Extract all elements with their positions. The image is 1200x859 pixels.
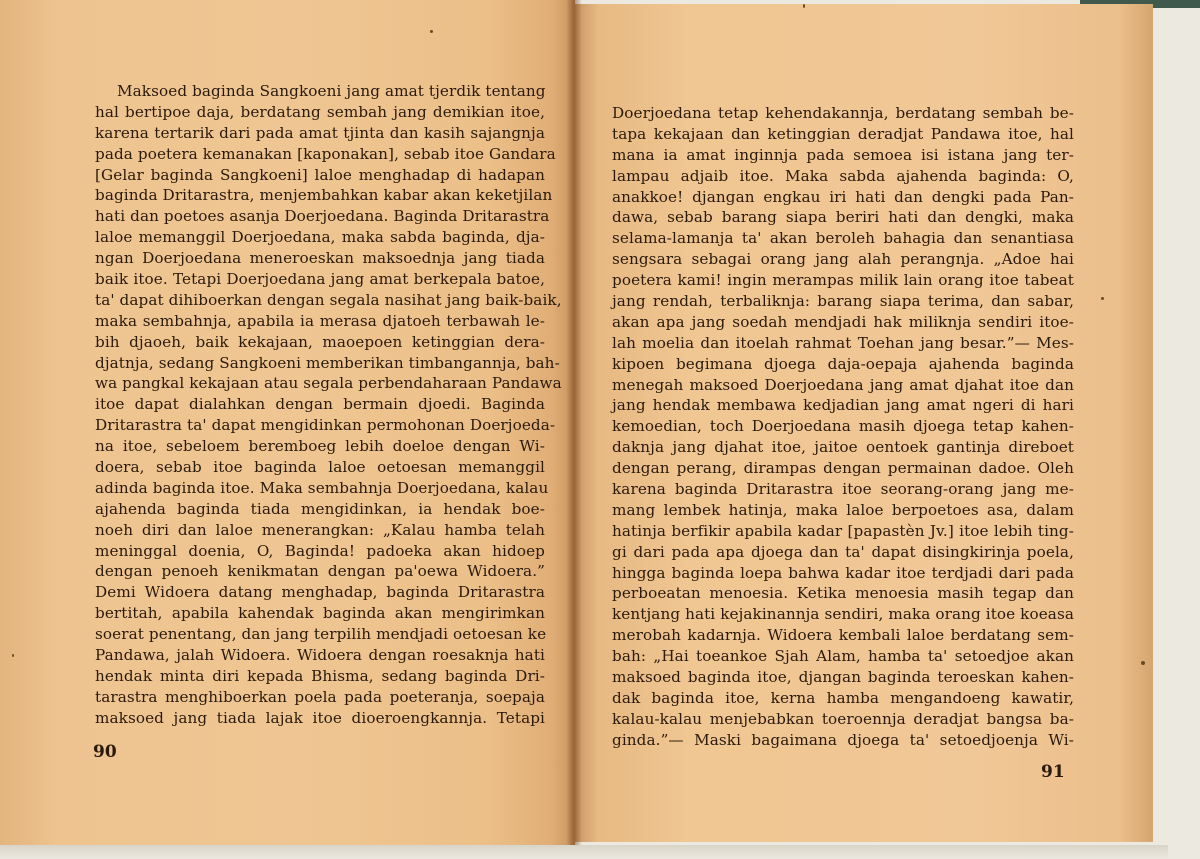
paper-speck [12, 654, 14, 657]
text-line: tapa kekajaan dan ketinggian deradjat Pandawa itoe, hal [612, 124, 1074, 143]
text-line: baik itoe. Tetapi Doerjoedana jang amat berkepala batoe, [95, 270, 545, 289]
text-line: kalau-kalau menjebabkan toeroennja deradjat bangsa ba- [612, 709, 1074, 728]
text-line: Doerjoedana tetap kehendakannja, berdatang sembah be- [612, 104, 1074, 122]
text-line: bih djaoeh, baik kekajaan, maoepoen ketinggian dera- [95, 332, 545, 351]
text-line: lampau adjaib itoe. Maka sabda ajahenda baginda: O, [612, 166, 1074, 185]
paper-speck [430, 30, 433, 33]
text-line: kipoen begimana djoega daja-oepaja ajahenda baginda [612, 354, 1074, 373]
text-line: meninggal doenia, O, Baginda! padoeka akan hidoep [95, 541, 545, 560]
text-line: mang lembek hatinja, maka laloe berpoetoes asa, dalam [612, 500, 1074, 519]
text-line: hal bertipoe daja, berdatang sembah jang demikian itoe, [95, 102, 545, 121]
book-gutter [566, 0, 582, 848]
text-line: karena tertarik dari pada amat tjinta dan kasih sajangnja [95, 123, 545, 142]
right-page-text [612, 103, 1074, 751]
text-line: daknja jang djahat itoe, jaitoe oentoek gantinja direboet [612, 438, 1074, 457]
text-line: anakkoe! djangan engkau iri hati dan dengki pada Pan- [612, 187, 1074, 206]
text-line: laloe memanggil Doerjoedana, maka sabda baginda, dja- [95, 228, 545, 247]
page-bottom-shadow [0, 845, 1168, 859]
text-line: jang rendah, terbaliknja: barang siapa terima, dan sabar, [612, 292, 1074, 311]
text-line: [Gelar baginda Sangkoeni] laloe menghadap di hadapan [95, 165, 545, 184]
text-line: dengan perang, dirampas dengan permainan dadoe. Oleh [612, 459, 1074, 478]
text-line: bertitah, apabila kahendak baginda akan mengirimkan [95, 604, 545, 623]
text-line: Pandawa, jalah Widoera. Widoera dengan roesaknja hati [95, 646, 545, 665]
text-line: kemoedian, toch Doerjoedana masih djoega tetap kahen- [612, 417, 1074, 436]
text-line: selama-lamanja ta' akan beroleh bahagia dan senantiasa [612, 229, 1074, 248]
text-line: maka sembahnja, apabila ia merasa djatoeh terbawah le- [95, 311, 545, 330]
text-line: doera, sebab itoe baginda laloe oetoesan memanggil [95, 458, 545, 477]
text-line: ginda.”— Maski bagaimana djoega ta' setoedjoenja Wi- [612, 730, 1074, 749]
text-line: kentjang hati kejakinannja sendiri, maka orang itoe koeasa [612, 605, 1075, 624]
paper-speck [1141, 661, 1145, 665]
right-page-number: 91 [1041, 762, 1065, 782]
left-page-number: 90 [93, 742, 117, 762]
text-line: Maksoed baginda Sangkoeni jang amat tjerdik tentang [117, 82, 546, 100]
text-line: pada poetera kemanakan [kaponakan], sebab itoe Gandara [95, 144, 556, 163]
left-page [0, 0, 575, 845]
text-line: tarastra menghiboerkan poela pada poeteranja, soepaja [95, 687, 545, 706]
left-page-text [95, 81, 562, 729]
text-line: ta' dapat dihiboerkan dengan segala nasihat jang baik-baik, [95, 290, 562, 309]
text-line: itoe dapat dialahkan dengan bermain djoedi. Baginda [95, 395, 545, 414]
text-line: merobah kadarnja. Widoera kembali laloe berdatang sem- [612, 626, 1074, 645]
text-line: dak baginda itoe, kerna hamba mengandoeng kawatir, [612, 688, 1074, 707]
text-line: bah: „Hai toeankoe Sjah Alam, hamba ta' setoedjoe akan [612, 647, 1074, 666]
text-line: gi dari pada apa djoega dan ta' dapat disingkirinja poela, [612, 542, 1074, 561]
text-line: mana ia amat inginnja pada semoea isi istana jang ter- [612, 145, 1074, 164]
text-line: noeh diri dan laloe menerangkan: „Kalau hamba telah [95, 520, 545, 539]
text-line: soerat penentang, dan jang terpilih mendjadi oetoesan ke [95, 625, 547, 644]
text-line: ngan Doerjoedana meneroeskan maksoednja jang tiada [95, 249, 545, 268]
text-line: hingga baginda loepa bahwa kadar itoe terdjadi dari pada [612, 563, 1074, 582]
text-line: djatnja, sedang Sangkoeni memberikan timbangannja, bah- [95, 353, 560, 372]
text-line: adinda baginda itoe. Maka sembahnja Doerjoedana, kalau [95, 478, 549, 497]
text-line: menegah maksoed Doerjoedana jang amat djahat itoe dan [612, 375, 1074, 394]
text-line: lah moelia dan itoelah rahmat Toehan jang besar.”— Mes- [612, 333, 1074, 352]
paper-speck [1101, 297, 1104, 300]
text-line: maksoed jang tiada lajak itoe dioeroengkannja. Tetapi [95, 708, 545, 727]
text-line: wa pangkal kekajaan atau segala perbendaharaan Pandawa [95, 374, 562, 393]
text-line: hendak minta diri kepada Bhisma, sedang baginda Dri- [95, 666, 545, 685]
text-line: ajahenda baginda tiada mengidinkan, ia hendak boe- [95, 499, 545, 518]
text-line: poetera kami! ingin merampas milik lain orang itoe tabeat [612, 271, 1074, 290]
text-line: sengsara sebagai orang jang alah perangnja. „Adoe hai [612, 250, 1074, 269]
text-line: na itoe, sebeloem beremboeg lebih doeloe dengan Wi- [95, 437, 545, 456]
text-line: Demi Widoera datang menghadap, baginda Dritarastra [95, 583, 545, 602]
text-line: karena baginda Dritarastra itoe seorang-orang jang me- [612, 480, 1074, 499]
text-line: hati dan poetoes asanja Doerjoedana. Baginda Dritarastra [95, 207, 550, 226]
text-line: dengan penoeh kenikmatan dengan pa'oewa Widoera.” [95, 562, 545, 581]
text-line: Dritarastra ta' dapat mengidinkan permohonan Doerjoeda- [95, 416, 556, 435]
text-line: baginda Dritarastra, menjembahkan kabar akan keketjilan [95, 186, 553, 205]
text-line: maksoed baginda itoe, djangan baginda teroeskan kahen- [612, 668, 1074, 687]
text-line: hatinja berfikir apabila kadar [papastèn Jv.] itoe lebih ting- [612, 521, 1074, 540]
text-line: perboeatan menoesia. Ketika menoesia masih tegap dan [612, 584, 1074, 603]
text-line: dawa, sebab barang siapa beriri hati dan dengki, maka [612, 208, 1074, 227]
text-line: jang hendak membawa kedjadian jang amat ngeri di hari [612, 396, 1074, 415]
paper-speck [803, 4, 805, 8]
text-line: akan apa jang soedah mendjadi hak miliknja sendiri itoe- [612, 312, 1074, 331]
right-page [575, 4, 1153, 842]
